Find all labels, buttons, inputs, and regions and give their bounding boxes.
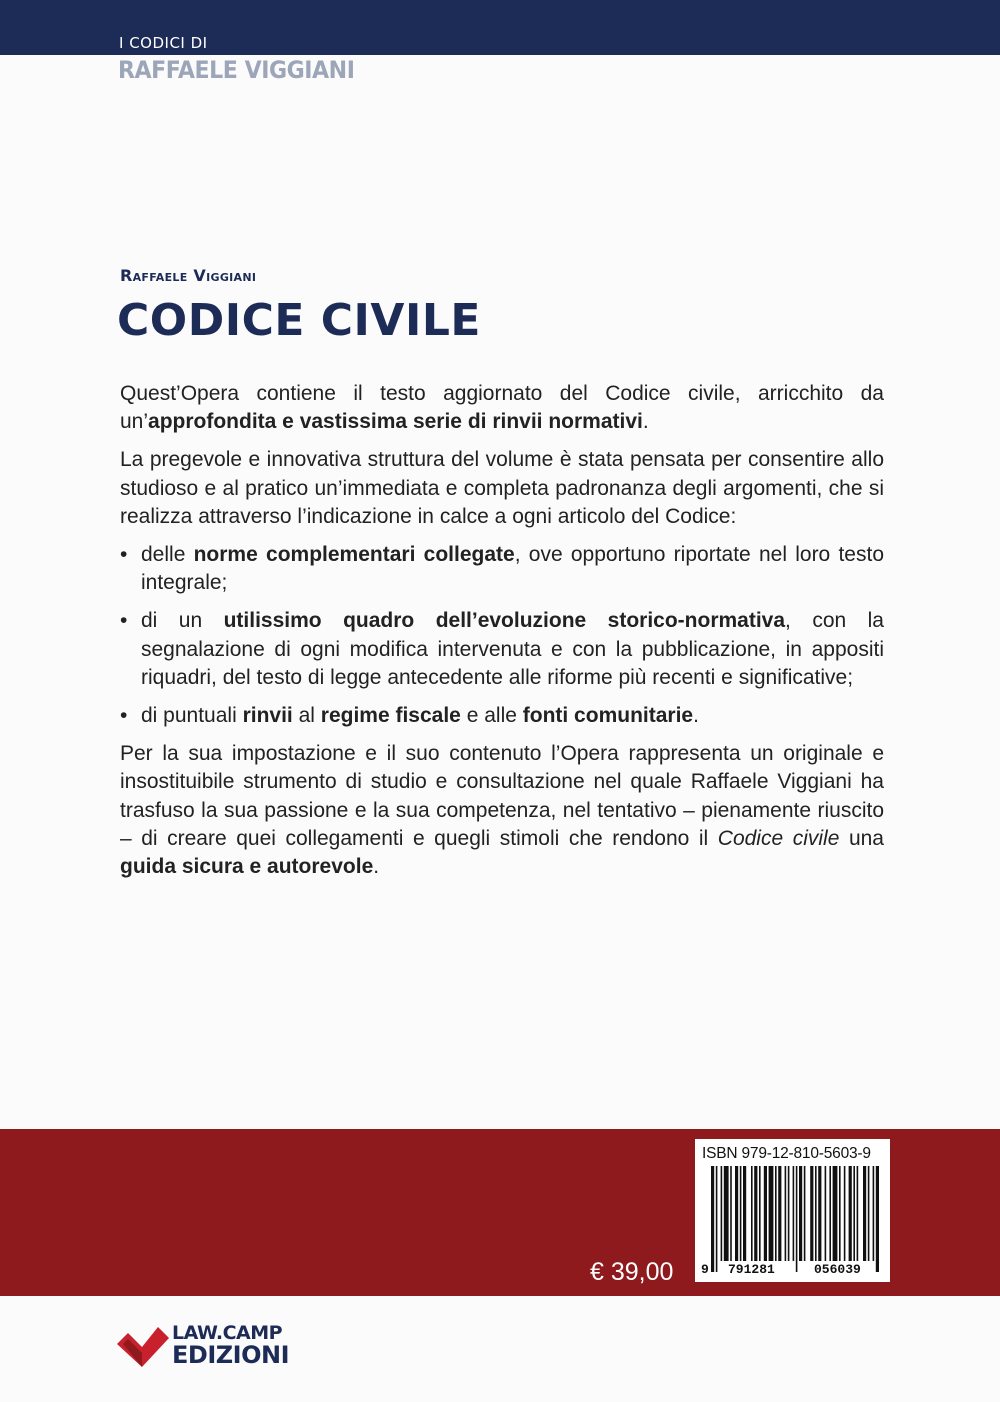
- paragraph-3: Per la sua impostazione e il suo contenuto l’Opera rappresenta un originale e insostituibile strumento di studio e consultazione nel quale Raffaele Viggiani ha trasfuso la sua passione e la sua competenza, nel tentativo – pienamente riuscito – di creare quei collegamenti e quegli stimoli che rendono il Codice civile una guida sicura e autorevole.: [120, 742, 884, 879]
- price: € 39,00: [590, 1258, 674, 1286]
- barcode-bar: [829, 1166, 831, 1261]
- publisher-logo-text: [172, 1323, 289, 1367]
- barcode-bar: [815, 1166, 817, 1261]
- barcode-digits-right: 056039: [814, 1262, 861, 1277]
- barcode-bar: [743, 1166, 746, 1261]
- bullet-icon: •: [120, 543, 128, 567]
- barcode-bar: [799, 1166, 802, 1261]
- feature-list: [120, 541, 884, 730]
- barcode-bar: [818, 1166, 821, 1261]
- barcode-bar: [721, 1166, 723, 1261]
- paragraph-1: Quest’Opera contiene il testo aggiornato del Codice civile, arricchito da un’approfondita e vastissima serie di rinvii normativi.: [120, 382, 884, 434]
- barcode-bar: [730, 1166, 732, 1261]
- back-cover-text: [120, 380, 884, 891]
- barcode-bar: [849, 1166, 852, 1261]
- list-item: • di puntuali rinvii al regime fiscale e alle fonti comunitarie.: [120, 702, 884, 730]
- bullet-icon: •: [120, 704, 128, 728]
- barcode-bar: [769, 1166, 774, 1261]
- barcode-bar: [759, 1166, 761, 1261]
- barcode-bar: [778, 1166, 781, 1261]
- barcode-bar: [833, 1166, 838, 1261]
- barcode-bar: [711, 1166, 714, 1272]
- barcode-bar: [785, 1166, 787, 1261]
- barcode-bar: [764, 1166, 767, 1261]
- barcode-bar: [751, 1166, 753, 1261]
- bullet-icon: •: [120, 609, 128, 633]
- barcode-bar: [863, 1166, 866, 1261]
- barcode-bar: [740, 1166, 742, 1261]
- isbn-label: ISBN 979-12-810-5603-9: [702, 1145, 871, 1162]
- barcode-bar: [853, 1166, 855, 1261]
- isbn-barcode: [695, 1139, 890, 1282]
- barcode-digits-left: 791281: [728, 1262, 775, 1277]
- barcode-bar: [735, 1166, 738, 1261]
- barcode-bar: [810, 1166, 813, 1261]
- barcode-bar: [754, 1166, 757, 1261]
- barcode-bar: [716, 1166, 718, 1272]
- publisher-line-2: EDIZIONI: [172, 1341, 289, 1369]
- paragraph-2: La pregevole e innovativa struttura del volume è stata pensata per consentire allo studioso e al pratico un’immediata e completa padronanza degli argomenti, che si realizza attraverso l’indicazione in calce a ogni articolo del Codice:: [120, 448, 884, 528]
- barcode-bar: [876, 1166, 879, 1272]
- barcode-digit-first: 9: [701, 1262, 709, 1277]
- barcode-bars: [695, 1139, 890, 1282]
- barcode-bar: [868, 1166, 870, 1261]
- barcode-bar: [788, 1166, 790, 1261]
- list-item: • di un utilissimo quadro dell’evoluzione storico-normativa, con la segnalazione di ogni modifica intervenuta e con la pubblicazione, in appositi riquadri, del testo di legge antecedente alle riforme più recenti e significative;: [120, 609, 884, 689]
- series-label: I CODICI DI: [119, 34, 208, 52]
- list-item: • delle norme complementari collegate, ove opportuno riportate nel loro testo integrale;: [120, 543, 885, 595]
- barcode-bar: [873, 1166, 875, 1261]
- publisher-line-1: LAW.CAMP: [172, 1322, 283, 1344]
- barcode-bar: [775, 1166, 777, 1261]
- barcode-bar: [796, 1166, 798, 1272]
- barcode-bar: [857, 1166, 859, 1261]
- barcode-bar: [839, 1166, 841, 1261]
- book-author: Raffaele Viggiani: [120, 266, 257, 285]
- barcode-bar: [724, 1166, 729, 1261]
- barcode-bar: [825, 1166, 827, 1261]
- barcode-bar: [793, 1166, 795, 1261]
- barcode-bar: [844, 1166, 846, 1261]
- series-author: RAFFAELE VIGGIANI: [118, 56, 355, 84]
- book-title: CODICE CIVILE: [117, 295, 481, 346]
- barcode-bar: [804, 1166, 806, 1261]
